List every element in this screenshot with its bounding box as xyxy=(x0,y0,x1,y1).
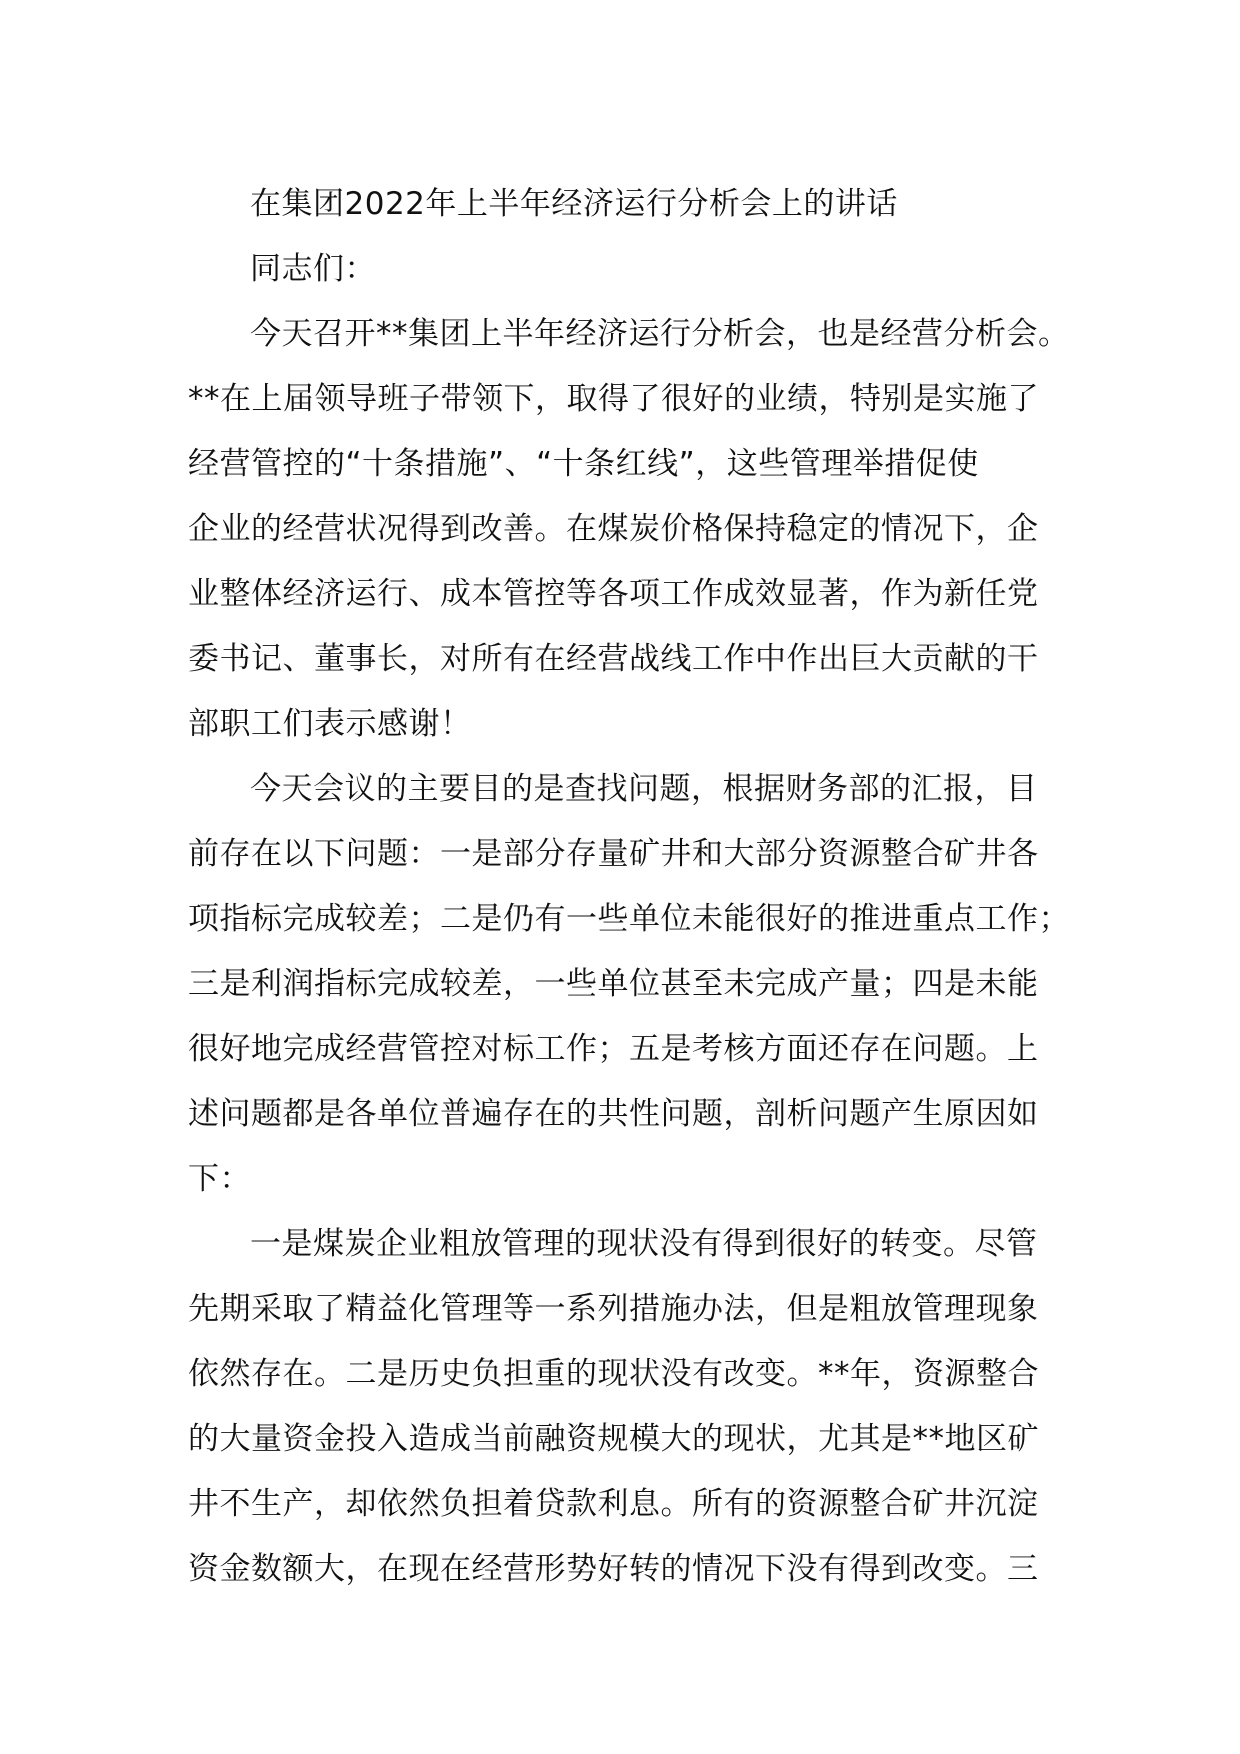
text-line: 一是煤炭企业粗放管理的现状没有得到很好的转变。尽管 xyxy=(250,1226,1038,1262)
text-line: **在上届领导班子带领下，取得了很好的业绩，特别是实施了 xyxy=(188,381,1039,417)
body-text xyxy=(188,302,1068,1602)
text-line: 下： xyxy=(188,1161,251,1197)
text-line: 今天召开**集团上半年经济运行分析会，也是经营分析会。 xyxy=(250,316,1070,352)
text-line: 很好地完成经营管控对标工作；五是考核方面还存在问题。上 xyxy=(188,1031,1039,1067)
text-line: 先期采取了精益化管理等一系列措施办法，但是粗放管理现象 xyxy=(188,1291,1039,1327)
text-line: 依然存在。二是历史负担重的现状没有改变。**年，资源整合 xyxy=(188,1356,1039,1392)
text-line: 述问题都是各单位普遍存在的共性问题，剖析问题产生原因如 xyxy=(188,1096,1039,1132)
document-title: 在集团2022年上半年经济运行分析会上的讲话 xyxy=(250,186,898,222)
text-line: 部职工们表示感谢！ xyxy=(188,706,472,742)
text-line: 三是利润指标完成较差，一些单位甚至未完成产量；四是未能 xyxy=(188,966,1039,1002)
text-line: 项指标完成较差；二是仍有一些单位未能很好的推进重点工作； xyxy=(188,901,1070,937)
text-line: 的大量资金投入造成当前融资规模大的现状，尤其是**地区矿 xyxy=(188,1421,1039,1457)
text-line: 前存在以下问题：一是部分存量矿井和大部分资源整合矿井各 xyxy=(188,836,1039,872)
salutation: 同志们： xyxy=(250,251,376,287)
text-line: 今天会议的主要目的是查找问题，根据财务部的汇报，目 xyxy=(250,771,1038,807)
text-line: 资金数额大，在现在经营形势好转的情况下没有得到改变。三 xyxy=(188,1551,1039,1587)
document-body xyxy=(188,172,1068,1602)
text-line: 业整体经济运行、成本管控等各项工作成效显著，作为新任党 xyxy=(188,576,1039,612)
text-line: 井不生产，却依然负担着贷款利息。所有的资源整合矿井沉淀 xyxy=(188,1486,1039,1522)
text-line: 经营管控的“十条措施”、“十条红线”，这些管理举措促使 xyxy=(188,446,979,482)
text-line: 企业的经营状况得到改善。在煤炭价格保持稳定的情况下，企 xyxy=(188,511,1039,547)
text-line: 委书记、董事长，对所有在经营战线工作中作出巨大贡献的干 xyxy=(188,641,1039,677)
